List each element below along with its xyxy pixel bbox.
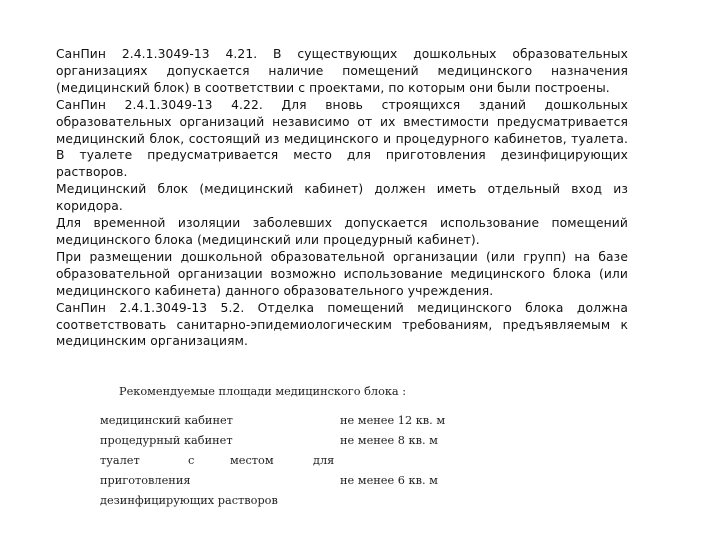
area-value-toilet: не менее 6 кв. м (340, 474, 438, 487)
paragraph-sanpin-5-2: СанПин 2.4.1.3049-13 5.2. Отделка помещений медицинского блока должна соответствовать санитарно-эпидемиологическим требованиям, предъявляемым к медицинским организациям. (56, 300, 628, 349)
area-label: процедурный кабинет (100, 434, 233, 447)
area-label: медицинский кабинет (100, 414, 233, 427)
paragraph-sanpin-4-22: СанПин 2.4.1.3049-13 4.22. Для вновь строящихся зданий дошкольных образовательных организаций независимо от их вместимости предусматривается медицинский блок, состоящий из медицинского и процедурного кабинетов, туалета. В туалете предусматривается место для приготовления дезинфицирующих растворов. (56, 97, 628, 180)
area-label-part: с (188, 454, 195, 467)
paragraph-placement: При размещении дошкольной образовательной организации (или групп) на базе образовательной организации возможно использование медицинского блока (или медицинского кабинета) данного образовательного учреждения. (56, 249, 628, 298)
area-label: приготовления (100, 474, 191, 487)
area-row-preparation (100, 474, 190, 487)
area-value-procedure-room: не менее 8 кв. м (340, 434, 438, 447)
areas-heading: Рекомендуемые площади медицинского блока : (119, 385, 407, 398)
area-row-disinfectant (100, 494, 278, 507)
area-label: дезинфицирующих растворов (100, 494, 278, 507)
area-label-part: туалет (100, 454, 140, 467)
paragraph-sanpin-4-21: СанПин 2.4.1.3049-13 4.21. В существующих дошкольных образовательных организациях допускается наличие помещений медицинского назначения (медицинский блок) в соответствии с проектами, по которым они были построены. (56, 47, 628, 95)
paragraph-separate-entrance: Медицинский блок (медицинский кабинет) должен иметь отдельный вход из коридора. (56, 182, 628, 214)
area-label-part: местом (230, 454, 274, 467)
paragraph-isolation: Для временной изоляции заболевших допускается использование помещений медицинского блока (медицинский или процедурный кабинет). (56, 216, 628, 247)
area-row-medical-office (100, 414, 233, 427)
area-row-procedure-room (100, 434, 233, 447)
area-label-part: для (313, 454, 335, 467)
body-text (56, 46, 628, 350)
area-value-medical-office: не менее 12 кв. м (340, 414, 446, 427)
